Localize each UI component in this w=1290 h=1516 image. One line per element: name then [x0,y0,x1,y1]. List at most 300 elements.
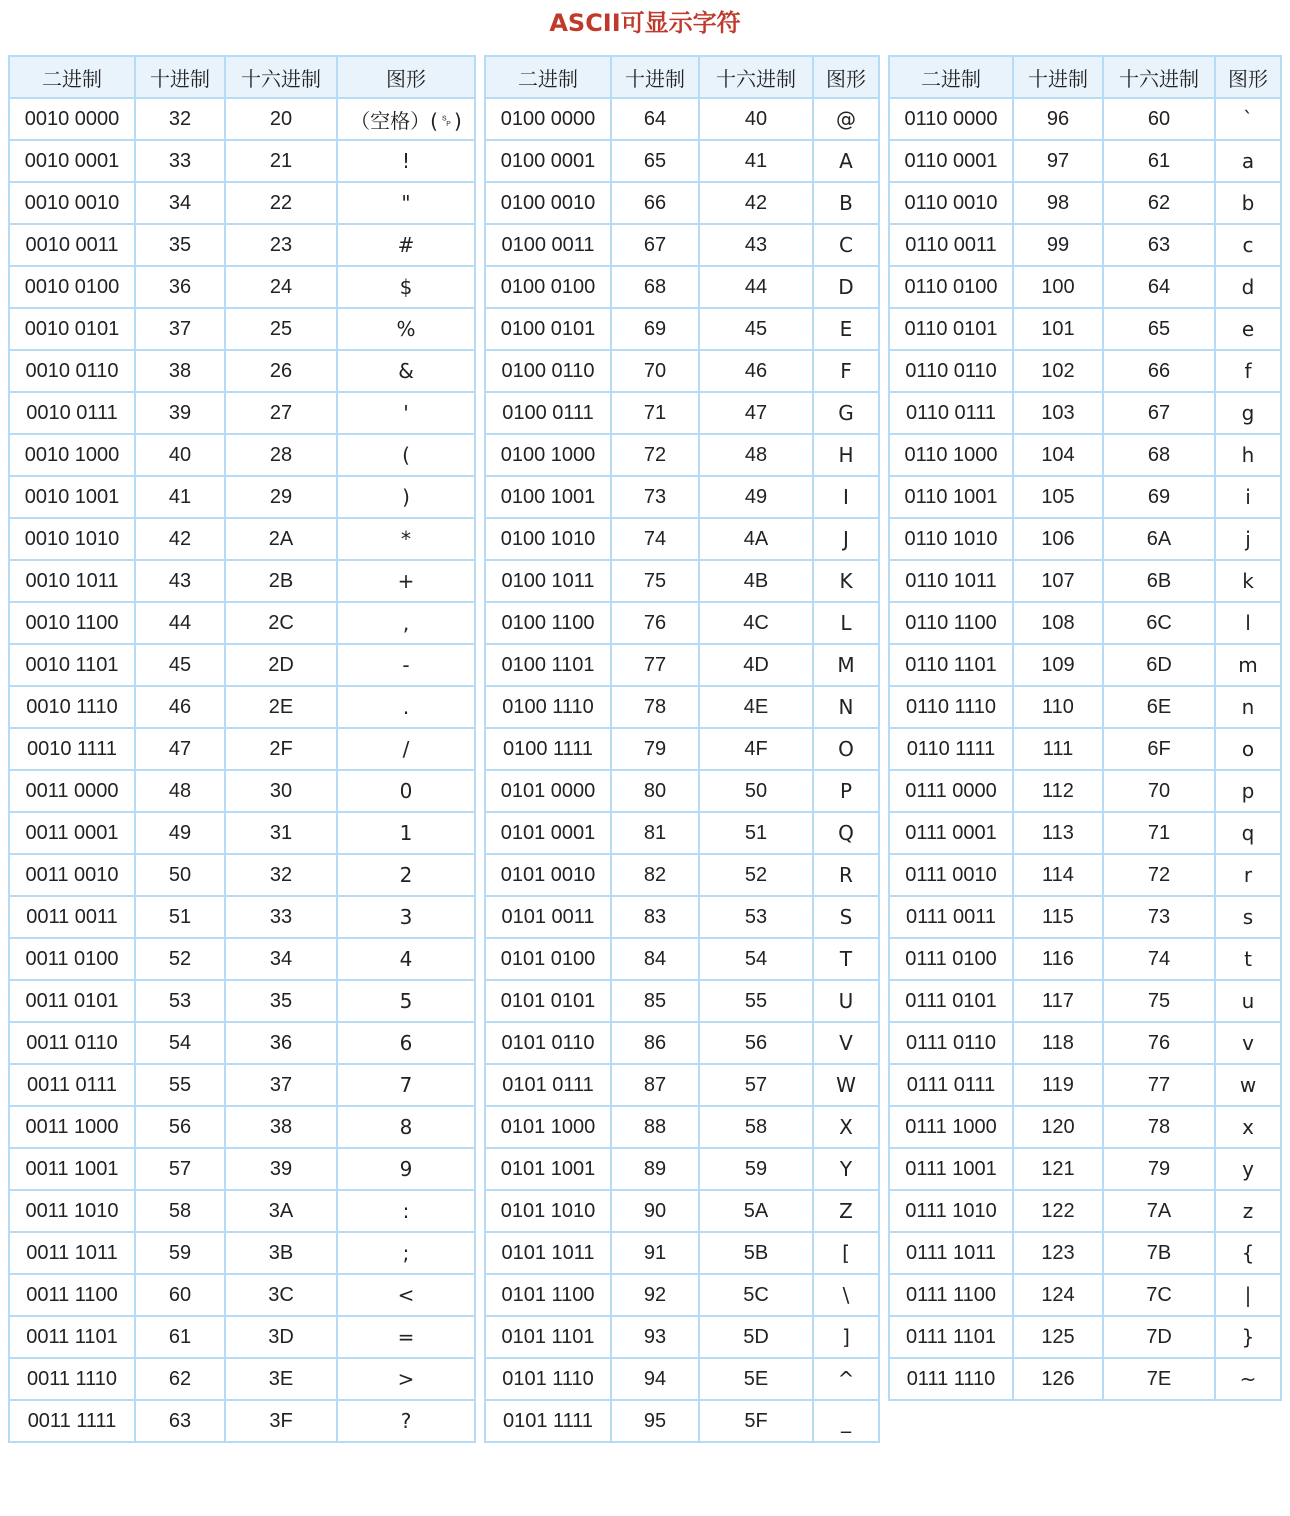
glyph-cell: m [1215,644,1281,686]
table-row [9,938,475,980]
glyph-cell: + [337,560,475,602]
decimal-cell: 80 [611,770,699,812]
table-row [485,1358,879,1400]
binary-cell: 0100 0101 [485,308,611,350]
header-hex: 十六进制 [699,56,813,98]
binary-cell: 0010 1010 [9,518,135,560]
table-header-row [889,56,1281,98]
table-row [889,266,1281,308]
decimal-cell: 99 [1013,224,1103,266]
glyph-cell: 4 [337,938,475,980]
table-row [9,644,475,686]
glyph-cell: L [813,602,879,644]
glyph-cell: o [1215,728,1281,770]
binary-cell: 0011 0110 [9,1022,135,1064]
hex-cell: 5E [699,1358,813,1400]
glyph-cell: V [813,1022,879,1064]
binary-cell: 0101 0100 [485,938,611,980]
decimal-cell: 48 [135,770,225,812]
glyph-cell: @ [813,98,879,140]
binary-cell: 0100 0000 [485,98,611,140]
glyph-cell: S [813,896,879,938]
decimal-cell: 120 [1013,1106,1103,1148]
table-row [9,1064,475,1106]
hex-cell: 43 [699,224,813,266]
glyph-cell: E [813,308,879,350]
hex-cell: 2B [225,560,337,602]
hex-cell: 69 [1103,476,1215,518]
binary-cell: 0111 1011 [889,1232,1013,1274]
table-row [485,476,879,518]
decimal-cell: 39 [135,392,225,434]
hex-cell: 41 [699,140,813,182]
hex-cell: 48 [699,434,813,476]
glyph-cell: 8 [337,1106,475,1148]
hex-cell: 21 [225,140,337,182]
table-row [485,266,879,308]
decimal-cell: 67 [611,224,699,266]
decimal-cell: 65 [611,140,699,182]
hex-cell: 5C [699,1274,813,1316]
binary-cell: 0110 1001 [889,476,1013,518]
glyph-cell: f [1215,350,1281,392]
header-hex: 十六进制 [1103,56,1215,98]
glyph-cell: t [1215,938,1281,980]
hex-cell: 23 [225,224,337,266]
glyph-cell: u [1215,980,1281,1022]
decimal-cell: 94 [611,1358,699,1400]
binary-cell: 0011 0100 [9,938,135,980]
binary-cell: 0011 0010 [9,854,135,896]
table-row [485,1022,879,1064]
glyph-cell: 7 [337,1064,475,1106]
glyph-cell: % [337,308,475,350]
glyph-cell: c [1215,224,1281,266]
decimal-cell: 55 [135,1064,225,1106]
binary-cell: 0110 0000 [889,98,1013,140]
hex-cell: 44 [699,266,813,308]
table-row [9,1148,475,1190]
binary-cell: 0011 1000 [9,1106,135,1148]
glyph-cell: j [1215,518,1281,560]
binary-cell: 0110 0111 [889,392,1013,434]
hex-cell: 2A [225,518,337,560]
table-row [889,1274,1281,1316]
table-row [889,392,1281,434]
binary-cell: 0110 0101 [889,308,1013,350]
glyph-cell: I [813,476,879,518]
binary-cell: 0101 1010 [485,1190,611,1232]
decimal-cell: 98 [1013,182,1103,224]
glyph-cell: " [337,182,475,224]
hex-cell: 46 [699,350,813,392]
hex-cell: 61 [1103,140,1215,182]
table-row [889,182,1281,224]
decimal-cell: 50 [135,854,225,896]
table-row [9,812,475,854]
binary-cell: 0110 1111 [889,728,1013,770]
hex-cell: 6C [1103,602,1215,644]
hex-cell: 3A [225,1190,337,1232]
table-row [889,980,1281,1022]
glyph-cell: F [813,350,879,392]
hex-cell: 20 [225,98,337,140]
binary-cell: 0011 1010 [9,1190,135,1232]
decimal-cell: 82 [611,854,699,896]
binary-cell: 0011 1111 [9,1400,135,1442]
binary-cell: 0110 0100 [889,266,1013,308]
table-row [889,1358,1281,1400]
decimal-cell: 84 [611,938,699,980]
hex-cell: 51 [699,812,813,854]
binary-cell: 0101 1011 [485,1232,611,1274]
decimal-cell: 102 [1013,350,1103,392]
binary-cell: 0110 1100 [889,602,1013,644]
table-row [485,980,879,1022]
binary-cell: 0110 1000 [889,434,1013,476]
binary-cell: 0011 0101 [9,980,135,1022]
table-row [485,182,879,224]
binary-cell: 0010 0011 [9,224,135,266]
hex-cell: 76 [1103,1022,1215,1064]
glyph-cell: r [1215,854,1281,896]
decimal-cell: 122 [1013,1190,1103,1232]
glyph-cell: } [1215,1316,1281,1358]
table-row [889,350,1281,392]
glyph-cell: 3 [337,896,475,938]
decimal-cell: 75 [611,560,699,602]
binary-cell: 0101 0101 [485,980,611,1022]
hex-cell: 56 [699,1022,813,1064]
table-row [485,854,879,896]
hex-cell: 65 [1103,308,1215,350]
hex-cell: 6A [1103,518,1215,560]
glyph-cell: Q [813,812,879,854]
hex-cell: 70 [1103,770,1215,812]
table-row [9,224,475,266]
header-decimal: 十进制 [135,56,225,98]
glyph-cell: D [813,266,879,308]
glyph-cell: ) [337,476,475,518]
table-row [889,1022,1281,1064]
decimal-cell: 83 [611,896,699,938]
table-row [9,182,475,224]
hex-cell: 66 [1103,350,1215,392]
binary-cell: 0110 1011 [889,560,1013,602]
table-row [9,476,475,518]
binary-cell: 0010 1101 [9,644,135,686]
header-decimal: 十进制 [611,56,699,98]
decimal-cell: 62 [135,1358,225,1400]
table-row [485,140,879,182]
header-binary: 二进制 [9,56,135,98]
glyph-cell: v [1215,1022,1281,1064]
decimal-cell: 78 [611,686,699,728]
hex-cell: 72 [1103,854,1215,896]
decimal-cell: 42 [135,518,225,560]
binary-cell: 0111 0010 [889,854,1013,896]
hex-cell: 37 [225,1064,337,1106]
table-row [889,308,1281,350]
table-row [9,686,475,728]
glyph-cell: 1 [337,812,475,854]
binary-cell: 0011 1001 [9,1148,135,1190]
binary-cell: 0100 0010 [485,182,611,224]
binary-cell: 0100 0001 [485,140,611,182]
header-decimal: 十进制 [1013,56,1103,98]
table-row [889,1190,1281,1232]
decimal-cell: 76 [611,602,699,644]
decimal-cell: 73 [611,476,699,518]
binary-cell: 0011 0001 [9,812,135,854]
decimal-cell: 106 [1013,518,1103,560]
glyph-cell: B [813,182,879,224]
header-glyph: 图形 [1215,56,1281,98]
hex-cell: 2E [225,686,337,728]
table-row [485,308,879,350]
decimal-cell: 103 [1013,392,1103,434]
glyph-cell: : [337,1190,475,1232]
binary-cell: 0101 1001 [485,1148,611,1190]
binary-cell: 0111 0100 [889,938,1013,980]
header-glyph: 图形 [813,56,879,98]
table-row [9,602,475,644]
table-row [485,434,879,476]
decimal-cell: 112 [1013,770,1103,812]
glyph-cell: ( [337,434,475,476]
glyph-cell: Z [813,1190,879,1232]
binary-cell: 0010 0110 [9,350,135,392]
hex-cell: 7B [1103,1232,1215,1274]
hex-cell: 4B [699,560,813,602]
decimal-cell: 63 [135,1400,225,1442]
table-row [485,224,879,266]
decimal-cell: 77 [611,644,699,686]
binary-cell: 0011 1100 [9,1274,135,1316]
table-row [889,1232,1281,1274]
hex-cell: 4E [699,686,813,728]
table-row [485,1064,879,1106]
decimal-cell: 119 [1013,1064,1103,1106]
binary-cell: 0101 1100 [485,1274,611,1316]
binary-cell: 0101 0011 [485,896,611,938]
table-row [9,896,475,938]
decimal-cell: 52 [135,938,225,980]
decimal-cell: 38 [135,350,225,392]
hex-cell: 4A [699,518,813,560]
hex-cell: 7D [1103,1316,1215,1358]
binary-cell: 0110 0010 [889,182,1013,224]
glyph-cell: A [813,140,879,182]
decimal-cell: 47 [135,728,225,770]
table-row [9,392,475,434]
table-row [485,518,879,560]
table-row [889,560,1281,602]
binary-cell: 0100 1110 [485,686,611,728]
hex-cell: 29 [225,476,337,518]
glyph-cell: $ [337,266,475,308]
hex-cell: 59 [699,1148,813,1190]
hex-cell: 27 [225,392,337,434]
table-row [485,392,879,434]
decimal-cell: 81 [611,812,699,854]
decimal-cell: 36 [135,266,225,308]
binary-cell: 0111 1001 [889,1148,1013,1190]
binary-cell: 0111 0001 [889,812,1013,854]
binary-cell: 0101 1110 [485,1358,611,1400]
binary-cell: 0111 0011 [889,896,1013,938]
decimal-cell: 68 [611,266,699,308]
table-row [889,728,1281,770]
binary-cell: 0010 0100 [9,266,135,308]
table-row [9,98,475,140]
table-row [485,644,879,686]
binary-cell: 0010 1000 [9,434,135,476]
binary-cell: 0010 0000 [9,98,135,140]
glyph-cell: k [1215,560,1281,602]
binary-cell: 0101 0010 [485,854,611,896]
decimal-cell: 117 [1013,980,1103,1022]
decimal-cell: 41 [135,476,225,518]
binary-cell: 0011 1101 [9,1316,135,1358]
glyph-cell: ? [337,1400,475,1442]
decimal-cell: 114 [1013,854,1103,896]
table-row [9,1232,475,1274]
glyph-cell: R [813,854,879,896]
table-row [889,770,1281,812]
glyph-cell: N [813,686,879,728]
table-row [9,980,475,1022]
glyph-cell: x [1215,1106,1281,1148]
hex-cell: 6E [1103,686,1215,728]
decimal-cell: 91 [611,1232,699,1274]
binary-cell: 0110 1010 [889,518,1013,560]
table-row [485,812,879,854]
binary-cell: 0100 1101 [485,644,611,686]
decimal-cell: 113 [1013,812,1103,854]
hex-cell: 53 [699,896,813,938]
binary-cell: 0100 0011 [485,224,611,266]
hex-cell: 50 [699,770,813,812]
glyph-cell: d [1215,266,1281,308]
table-row [889,1316,1281,1358]
decimal-cell: 37 [135,308,225,350]
decimal-cell: 123 [1013,1232,1103,1274]
glyph-cell: * [337,518,475,560]
decimal-cell: 44 [135,602,225,644]
binary-cell: 0100 1011 [485,560,611,602]
hex-cell: 6F [1103,728,1215,770]
hex-cell: 62 [1103,182,1215,224]
glyph-cell: \ [813,1274,879,1316]
hex-cell: 5B [699,1232,813,1274]
header-glyph: 图形 [337,56,475,98]
table-row [889,686,1281,728]
table-row [9,1190,475,1232]
hex-cell: 34 [225,938,337,980]
hex-cell: 42 [699,182,813,224]
hex-cell: 7A [1103,1190,1215,1232]
ascii-table-1 [8,55,476,1443]
table-row [9,1022,475,1064]
table-row [485,602,879,644]
decimal-cell: 97 [1013,140,1103,182]
table-row [485,1400,879,1442]
hex-cell: 73 [1103,896,1215,938]
decimal-cell: 70 [611,350,699,392]
binary-cell: 0011 0011 [9,896,135,938]
decimal-cell: 126 [1013,1358,1103,1400]
table-row [889,140,1281,182]
hex-cell: 3F [225,1400,337,1442]
binary-cell: 0010 0101 [9,308,135,350]
glyph-cell: ] [813,1316,879,1358]
hex-cell: 36 [225,1022,337,1064]
table-row [889,434,1281,476]
decimal-cell: 86 [611,1022,699,1064]
hex-cell: 6D [1103,644,1215,686]
table-row [9,770,475,812]
hex-cell: 5D [699,1316,813,1358]
decimal-cell: 101 [1013,308,1103,350]
binary-cell: 0010 1100 [9,602,135,644]
hex-cell: 79 [1103,1148,1215,1190]
decimal-cell: 89 [611,1148,699,1190]
hex-cell: 5A [699,1190,813,1232]
hex-cell: 45 [699,308,813,350]
table-row [889,1106,1281,1148]
binary-cell: 0100 1100 [485,602,611,644]
glyph-cell: < [337,1274,475,1316]
glyph-cell: n [1215,686,1281,728]
decimal-cell: 107 [1013,560,1103,602]
binary-cell: 0100 1000 [485,434,611,476]
glyph-cell: （空格）(␠) [337,98,475,140]
binary-cell: 0110 0001 [889,140,1013,182]
hex-cell: 32 [225,854,337,896]
binary-cell: 0100 1001 [485,476,611,518]
table-row [889,938,1281,980]
hex-cell: 68 [1103,434,1215,476]
binary-cell: 0111 1000 [889,1106,1013,1148]
table-row [889,1148,1281,1190]
hex-cell: 3C [225,1274,337,1316]
hex-cell: 3B [225,1232,337,1274]
decimal-cell: 90 [611,1190,699,1232]
hex-cell: 77 [1103,1064,1215,1106]
decimal-cell: 58 [135,1190,225,1232]
glyph-cell: . [337,686,475,728]
table-row [889,854,1281,896]
decimal-cell: 46 [135,686,225,728]
table-row [485,1148,879,1190]
table-row [9,1358,475,1400]
glyph-cell: h [1215,434,1281,476]
table-row [9,1106,475,1148]
binary-cell: 0011 0000 [9,770,135,812]
ascii-table-3 [888,55,1282,1401]
glyph-cell: G [813,392,879,434]
decimal-cell: 93 [611,1316,699,1358]
ascii-table-2 [484,55,880,1443]
glyph-cell: | [1215,1274,1281,1316]
binary-cell: 0100 1010 [485,518,611,560]
hex-cell: 2D [225,644,337,686]
table-row [9,560,475,602]
decimal-cell: 66 [611,182,699,224]
table-row [889,518,1281,560]
decimal-cell: 92 [611,1274,699,1316]
